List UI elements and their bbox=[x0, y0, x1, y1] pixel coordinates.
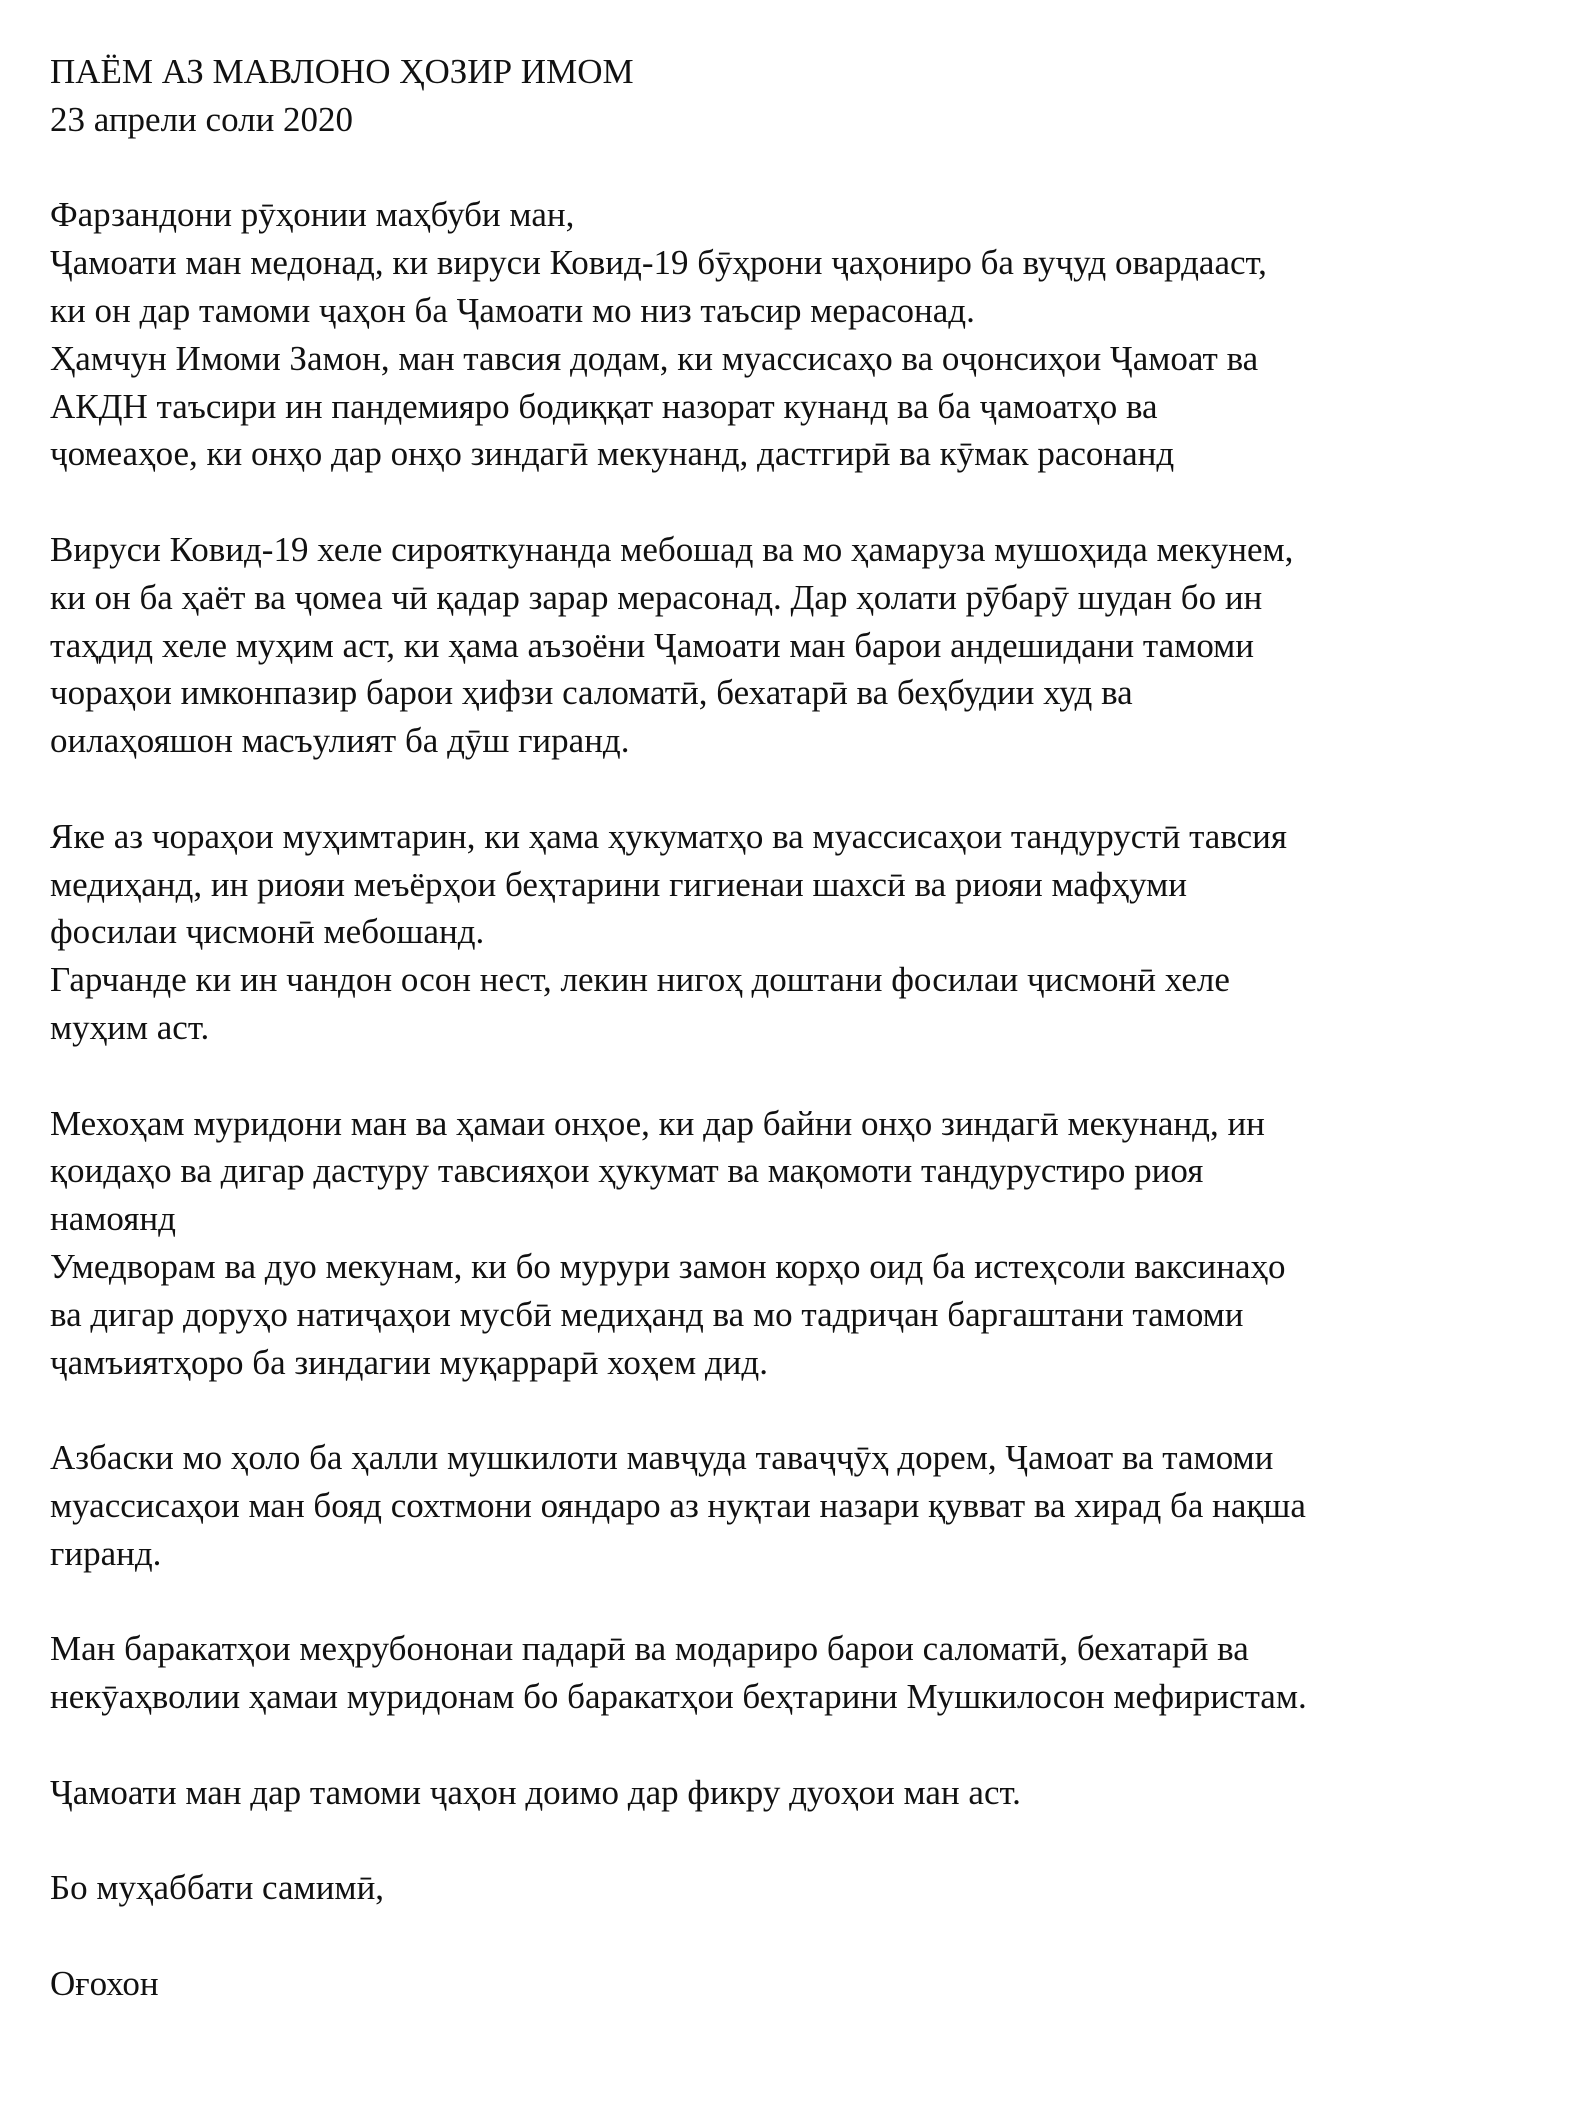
paragraph-line: таҳдид хеле муҳим аст, ки ҳама аъзоёни Ҷамоати ман барои андешидани тамоми bbox=[50, 625, 1255, 665]
blank-line bbox=[50, 1912, 1560, 1960]
blank-line bbox=[50, 478, 1560, 526]
blank-line bbox=[50, 1816, 1560, 1864]
paragraph-line: Умедворам ва дуо мекунам, ки бо мурури замон корҳо оид ба истеҳсоли ваксинаҳо bbox=[50, 1246, 1286, 1286]
letter-title: ПАЁМ АЗ МАВЛОНО ҲОЗИР ИМОМ bbox=[50, 52, 634, 91]
paragraph-line: Яке аз чораҳои муҳимтарин, ки ҳама ҳукуматҳо ва муассисаҳои тандурустӣ тавсия bbox=[50, 816, 1288, 856]
paragraph-line: ҷамъиятҳоро ба зиндагии муқаррарӣ хоҳем дид. bbox=[50, 1342, 768, 1382]
letter-closing: Бо муҳаббати самимӣ, bbox=[50, 1868, 385, 1908]
paragraph-line: муассисаҳои ман бояд сохтмони ояндаро аз нуқтаи назари қувват ва хирад ба нақша bbox=[50, 1485, 1306, 1525]
paragraph-line: медиҳанд, ин риояи меъёрҳои беҳтарини гигиенаи шахсӣ ва риояи мафҳуми bbox=[50, 864, 1188, 904]
paragraph-line: некӯаҳволии ҳамаи муридонам бо баракатҳои беҳтарини Мушкилосон мефиристам. bbox=[50, 1677, 1307, 1717]
paragraph-line: Гарчанде ки ин чандон осон нест, лекин нигоҳ доштани фосилаи ҷисмонӣ хеле bbox=[50, 960, 1230, 1000]
blank-line bbox=[50, 765, 1560, 813]
paragraph-line: ки он дар тамоми ҷаҳон ба Ҷамоати мо низ таъсир мерасонад. bbox=[50, 290, 975, 330]
blank-line bbox=[50, 1721, 1560, 1769]
blank-line bbox=[50, 144, 1560, 192]
paragraph-line: АКДН таъсири ин пандемияро бодиққат назорат кунанд ва ба ҷамоатҳо ва bbox=[50, 386, 1158, 426]
paragraph-line: оилаҳояшон масъулият ба дӯш гиранд. bbox=[50, 721, 630, 761]
paragraph-line: ки он ба ҳаёт ва ҷомеа чӣ қадар зарар мерасонад. Дар ҳолати рӯбарӯ шудан бо ин bbox=[50, 577, 1263, 617]
paragraph-line: Ҷамоати ман дар тамоми ҷаҳон доимо дар фикру дуоҳои ман аст. bbox=[50, 1772, 1021, 1812]
blank-line bbox=[50, 1578, 1560, 1626]
letter-date: 23 апрели соли 2020 bbox=[50, 99, 354, 139]
paragraph-line: Азбаски мо ҳоло ба ҳалли мушкилоти мавҷуда таваҷҷӯҳ дорем, Ҷамоат ва тамоми bbox=[50, 1438, 1274, 1478]
paragraph-line: Мехоҳам муридони ман ва ҳамаи онҳое, ки дар байни онҳо зиндагӣ мекунанд, ин bbox=[50, 1103, 1265, 1143]
paragraph-line: ҷомеаҳое, ки онҳо дар онҳо зиндагӣ мекунанд, дастгирӣ ва кӯмак расонанд bbox=[50, 434, 1175, 474]
letter-document bbox=[50, 48, 1560, 2008]
paragraph-line: қоидаҳо ва дигар дастуру тавсияҳои ҳукумат ва мақомоти тандурустиро риоя bbox=[50, 1151, 1204, 1191]
paragraph-line: чораҳои имконпазир барои ҳифзи саломатӣ, бехатарӣ ва беҳбудии худ ва bbox=[50, 673, 1133, 713]
letter-signature: Оғохон bbox=[50, 1963, 159, 2003]
paragraph-line: Ҷамоати ман медонад, ки вируси Ковид-19 бӯҳрони ҷаҳониро ба вуҷуд овардааст, bbox=[50, 243, 1267, 283]
blank-line bbox=[50, 1052, 1560, 1100]
paragraph-line: муҳим аст. bbox=[50, 1007, 210, 1047]
blank-line bbox=[50, 1386, 1560, 1434]
paragraph-line: Ҳамчун Имоми Замон, ман тавсия додам, ки муассисаҳо ва оҷонсиҳои Ҷамоат ва bbox=[50, 338, 1259, 378]
paragraph-line: намоянд bbox=[50, 1199, 176, 1239]
paragraph-line: Ман баракатҳои меҳрубононаи падарӣ ва модариро барои саломатӣ, бехатарӣ ва bbox=[50, 1629, 1249, 1669]
paragraph-line: Вируси Ковид-19 хеле сирояткунанда мебошад ва мо ҳамаруза мушоҳида мекунем, bbox=[50, 529, 1294, 569]
paragraph-line: фосилаи ҷисмонӣ мебошанд. bbox=[50, 912, 485, 952]
letter-salutation: Фарзандони рӯҳонии маҳбуби ман, bbox=[50, 195, 575, 235]
paragraph-line: гиранд. bbox=[50, 1533, 162, 1573]
paragraph-line: ва дигар доруҳо натиҷаҳои мусбӣ медиҳанд ва мо тадриҷан баргаштани тамоми bbox=[50, 1294, 1244, 1334]
